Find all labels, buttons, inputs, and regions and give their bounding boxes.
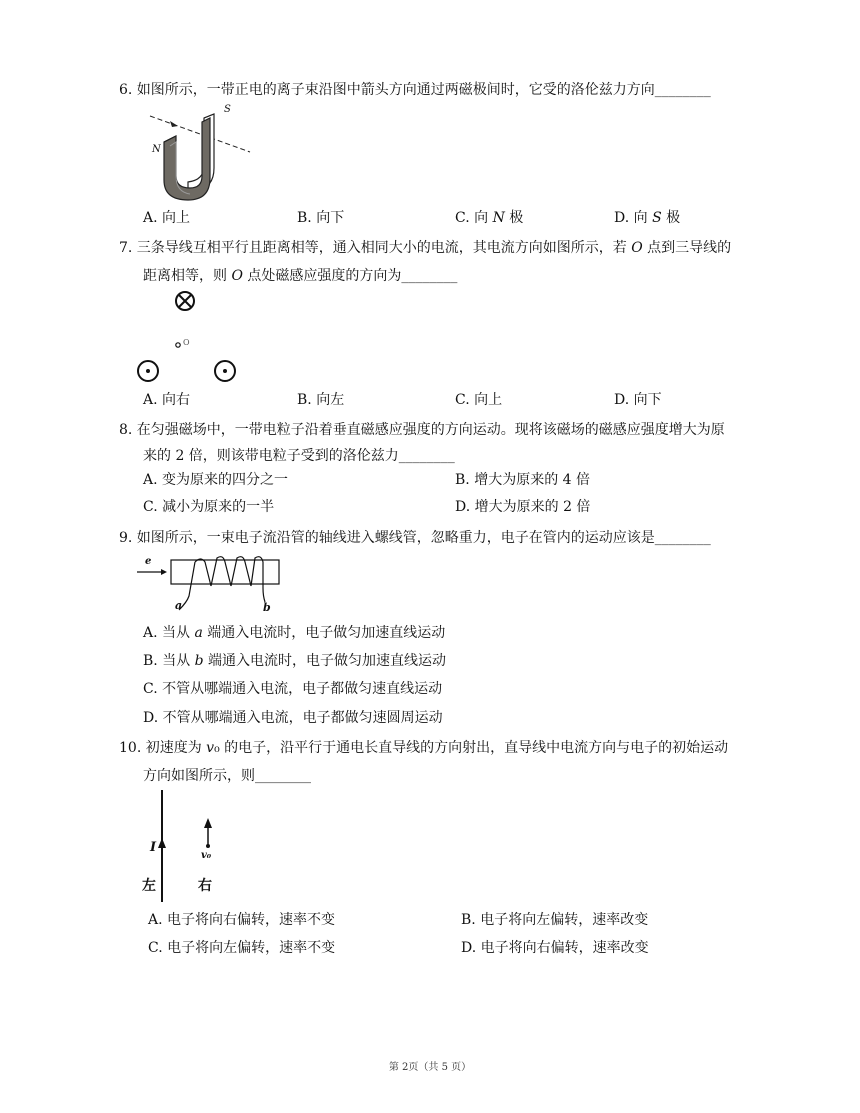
q10-option-d[interactable]: D. 电子将向右偏转，速率改变 (461, 940, 649, 956)
current-i-label: I (150, 840, 157, 855)
q9-stem: 9. 如图所示，一束电子流沿管的轴线进入螺线管，忽略重力，电子在管内的运动应该是________ (119, 530, 711, 546)
q8-stem-line1: 8. 在匀强磁场中，一带电粒子沿着垂直磁感应强度的方向运动。现将该磁场的磁感应强度增大为原 (119, 422, 725, 438)
q6-option-d[interactable]: D. 向 𝑆 极 (614, 210, 681, 226)
q7-option-b[interactable]: B. 向左 (297, 392, 345, 408)
q8-option-b[interactable]: B. 增大为原来的 4 倍 (455, 472, 590, 488)
q10-stem-line2: 方向如图所示，则________ (143, 768, 311, 784)
q9-option-c[interactable]: C. 不管从哪端通入电流，电子都做匀速直线运动 (143, 681, 443, 697)
v0-label: v₀ (201, 850, 212, 861)
q10-wire-figure (138, 788, 228, 904)
q7-wires-figure (135, 290, 245, 384)
q9-solenoid-figure (135, 552, 285, 616)
right-label: 右 (198, 878, 212, 894)
end-a-label: a (175, 599, 183, 612)
q6-magnet-figure (148, 102, 258, 204)
q7-option-d[interactable]: D. 向下 (614, 392, 662, 408)
q10-stem-line1: 10. 初速度为 𝑣₀ 的电子，沿平行于通电长直导线的方向射出，直导线中电流方向与电子的初始运动 (119, 740, 729, 756)
q10-option-a[interactable]: A. 电子将向右偏转，速率不变 (148, 912, 336, 928)
wire-out-of-page-left-icon (138, 361, 158, 381)
q6-option-a[interactable]: A. 向上 (143, 210, 191, 226)
q10-option-c[interactable]: C. 电子将向左偏转，速率不变 (148, 940, 336, 956)
wire-out-of-page-right-icon (215, 361, 235, 381)
q6-option-c[interactable]: C. 向 𝑁 极 (455, 210, 524, 226)
q10-option-b[interactable]: B. 电子将向左偏转，速率改变 (461, 912, 649, 928)
end-b-label: b (263, 601, 271, 614)
n-pole-label: N (152, 144, 161, 155)
q9-option-d[interactable]: D. 不管从哪端通入电流，电子都做匀速圆周运动 (143, 710, 443, 726)
q8-stem-line2: 来的 2 倍，则该带电粒子受到的洛伦兹力________ (143, 448, 455, 464)
q7-stem-line2: 距离相等，则 𝑂 点处磁感应强度的方向为________ (143, 268, 458, 284)
point-o-label: O (183, 338, 190, 347)
page-footer: 第 2页（共 5 页） (388, 1062, 472, 1073)
left-label: 左 (142, 878, 156, 894)
q8-option-a[interactable]: A. 变为原来的四分之一 (143, 472, 289, 488)
q6-stem: 6. 如图所示，一带正电的离子束沿图中箭头方向通过两磁极间时，它受的洛伦兹力方向________ (119, 82, 711, 98)
q9-option-a[interactable]: A. 当从 𝑎 端通入电流时，电子做匀加速直线运动 (143, 625, 446, 641)
q7-option-a[interactable]: A. 向右 (143, 392, 191, 408)
q6-option-b[interactable]: B. 向下 (297, 210, 345, 226)
q7-option-c[interactable]: C. 向上 (455, 392, 503, 408)
q8-option-d[interactable]: D. 增大为原来的 2 倍 (455, 499, 591, 515)
q7-stem-line1: 7. 三条导线互相平行且距离相等，通入相同大小的电流，其电流方向如图所示，若 𝑂 点到三导线的 (119, 240, 732, 256)
electron-label: e (145, 556, 152, 567)
q9-option-b[interactable]: B. 当从 𝑏 端通入电流时，电子做匀加速直线运动 (143, 653, 447, 669)
q8-option-c[interactable]: C. 减小为原来的一半 (143, 499, 275, 515)
wire-into-page-icon (176, 292, 194, 310)
s-pole-label: S (224, 104, 231, 115)
